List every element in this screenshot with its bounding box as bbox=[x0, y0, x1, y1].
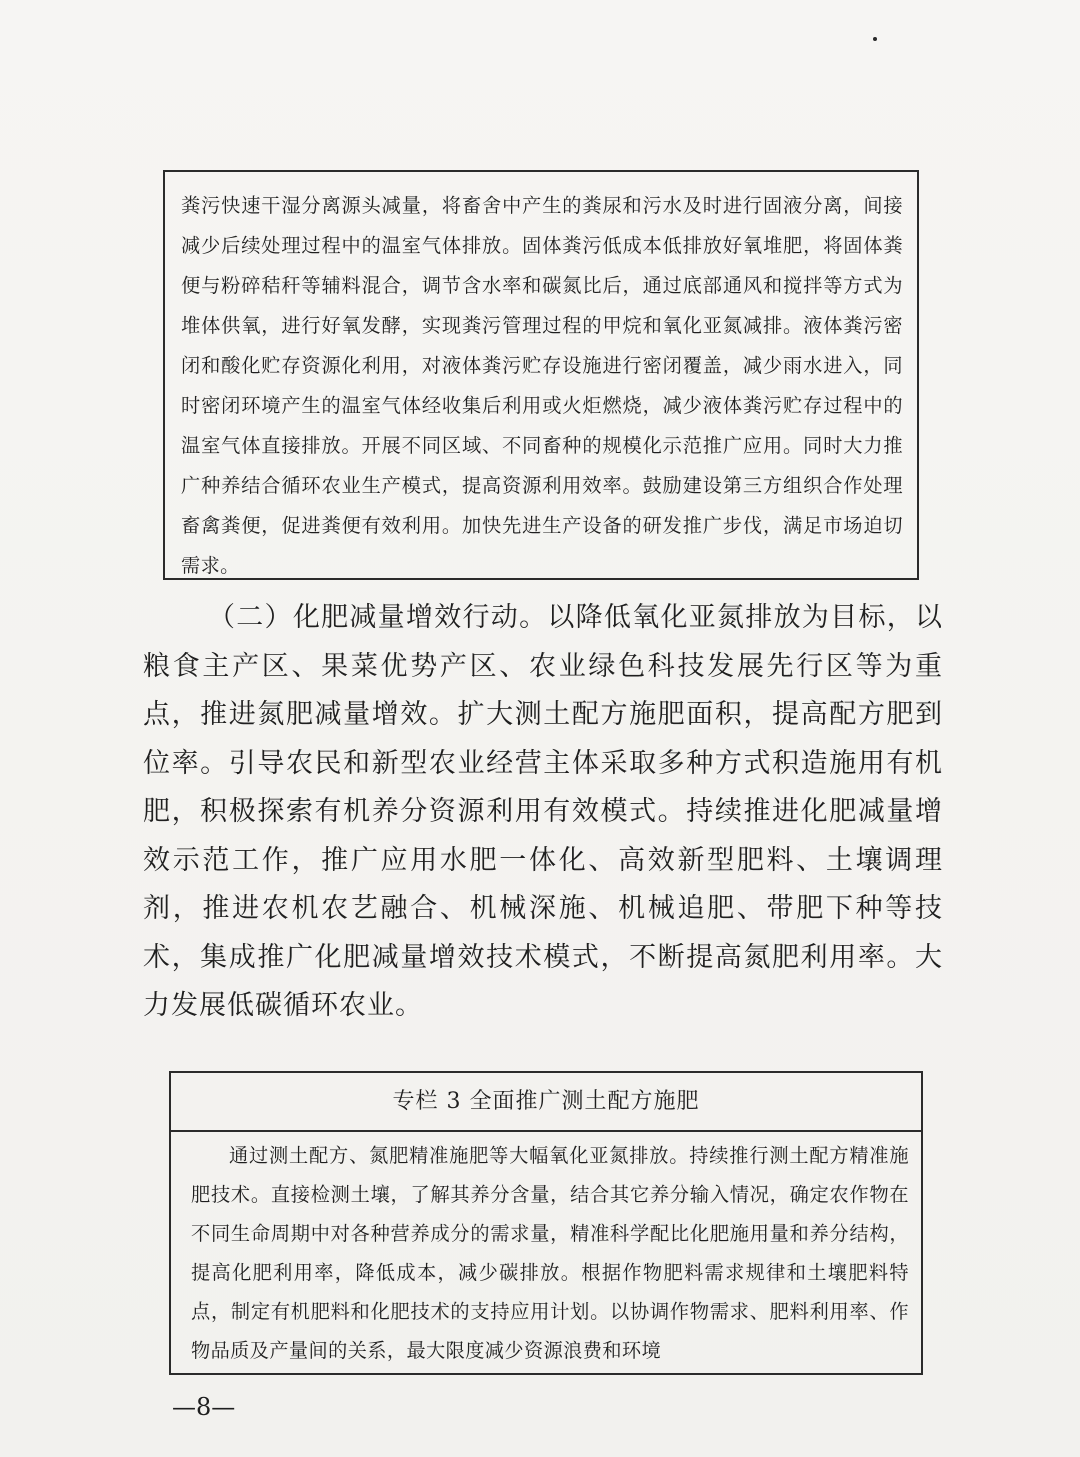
scan-speck bbox=[873, 37, 877, 41]
page-number: —8— bbox=[172, 1393, 236, 1421]
column-box-manure-text: 粪污快速干湿分离源头减量，将畜舍中产生的粪尿和污水及时进行固液分离，间接减少后续处理过程中的温室气体排放。固体粪污低成本低排放好氧堆肥，将固体粪便与粉碎秸秆等辅料混合，调节含水率和碳氮比后，通过底部通风和搅拌等方式为堆体供氧，进行好氧发酵，实现粪污管理过程的甲烷和氧化亚氮减排。液体粪污密闭和酸化贮存资源化利用，对液体粪污贮存设施进行密闭覆盖，减少雨水进入，同时密闭环境产生的温室气体经收集后利用或火炬燃烧，减少液体粪污贮存过程中的温室气体直接排放。开展不同区域、不同畜种的规模化示范推广应用。同时大力推广种养结合循环农业生产模式，提高资源利用效率。鼓励建设第三方组织合作处理畜禽粪便，促进粪便有效利用。加快先进生产设备的研发推广步伐，满足市场迫切需求。 bbox=[181, 194, 903, 577]
column-box-3 bbox=[169, 1071, 923, 1375]
column-box-3-title: 专栏 3 全面推广测土配方施肥 bbox=[171, 1073, 921, 1132]
column-box-3-text: 通过测土配方、氮肥精准施肥等大幅氧化亚氮排放。持续推行测土配方精准施肥技术。直接检测土壤，了解其养分含量，结合其它养分输入情况，确定农作物在不同生命周期中对各种营养成分的需求量，精准科学配比化肥施用量和养分结构，提高化肥利用率，降低成本，减少碳排放。根据作物肥料需求规律和土壤肥料特点，制定有机肥料和化肥技术的支持应用计划。以协调作物需求、肥料利用率、作物品质及产量间的关系，最大限度减少资源浪费和环境 bbox=[191, 1144, 909, 1362]
section-fertilizer-reduction bbox=[143, 594, 943, 1031]
column-box-manure bbox=[163, 170, 919, 580]
column-box-3-body bbox=[171, 1132, 921, 1370]
section-paragraph: （二）化肥减量增效行动。以降低氧化亚氮排放为目标，以粮食主产区、果菜优势产区、农业绿色科技发展先行区等为重点，推进氮肥减量增效。扩大测土配方施肥面积，提高配方肥到位率。引导农民和新型农业经营主体采取多种方式积造施用有机肥，积极探索有机养分资源利用有效模式。持续推进化肥减量增效示范工作，推广应用水肥一体化、高效新型肥料、土壤调理剂，推进农机农艺融合、机械深施、机械追肥、带肥下种等技术，集成推广化肥减量增效技术模式，不断提高氮肥利用率。大力发展低碳循环农业。 bbox=[143, 602, 943, 1021]
